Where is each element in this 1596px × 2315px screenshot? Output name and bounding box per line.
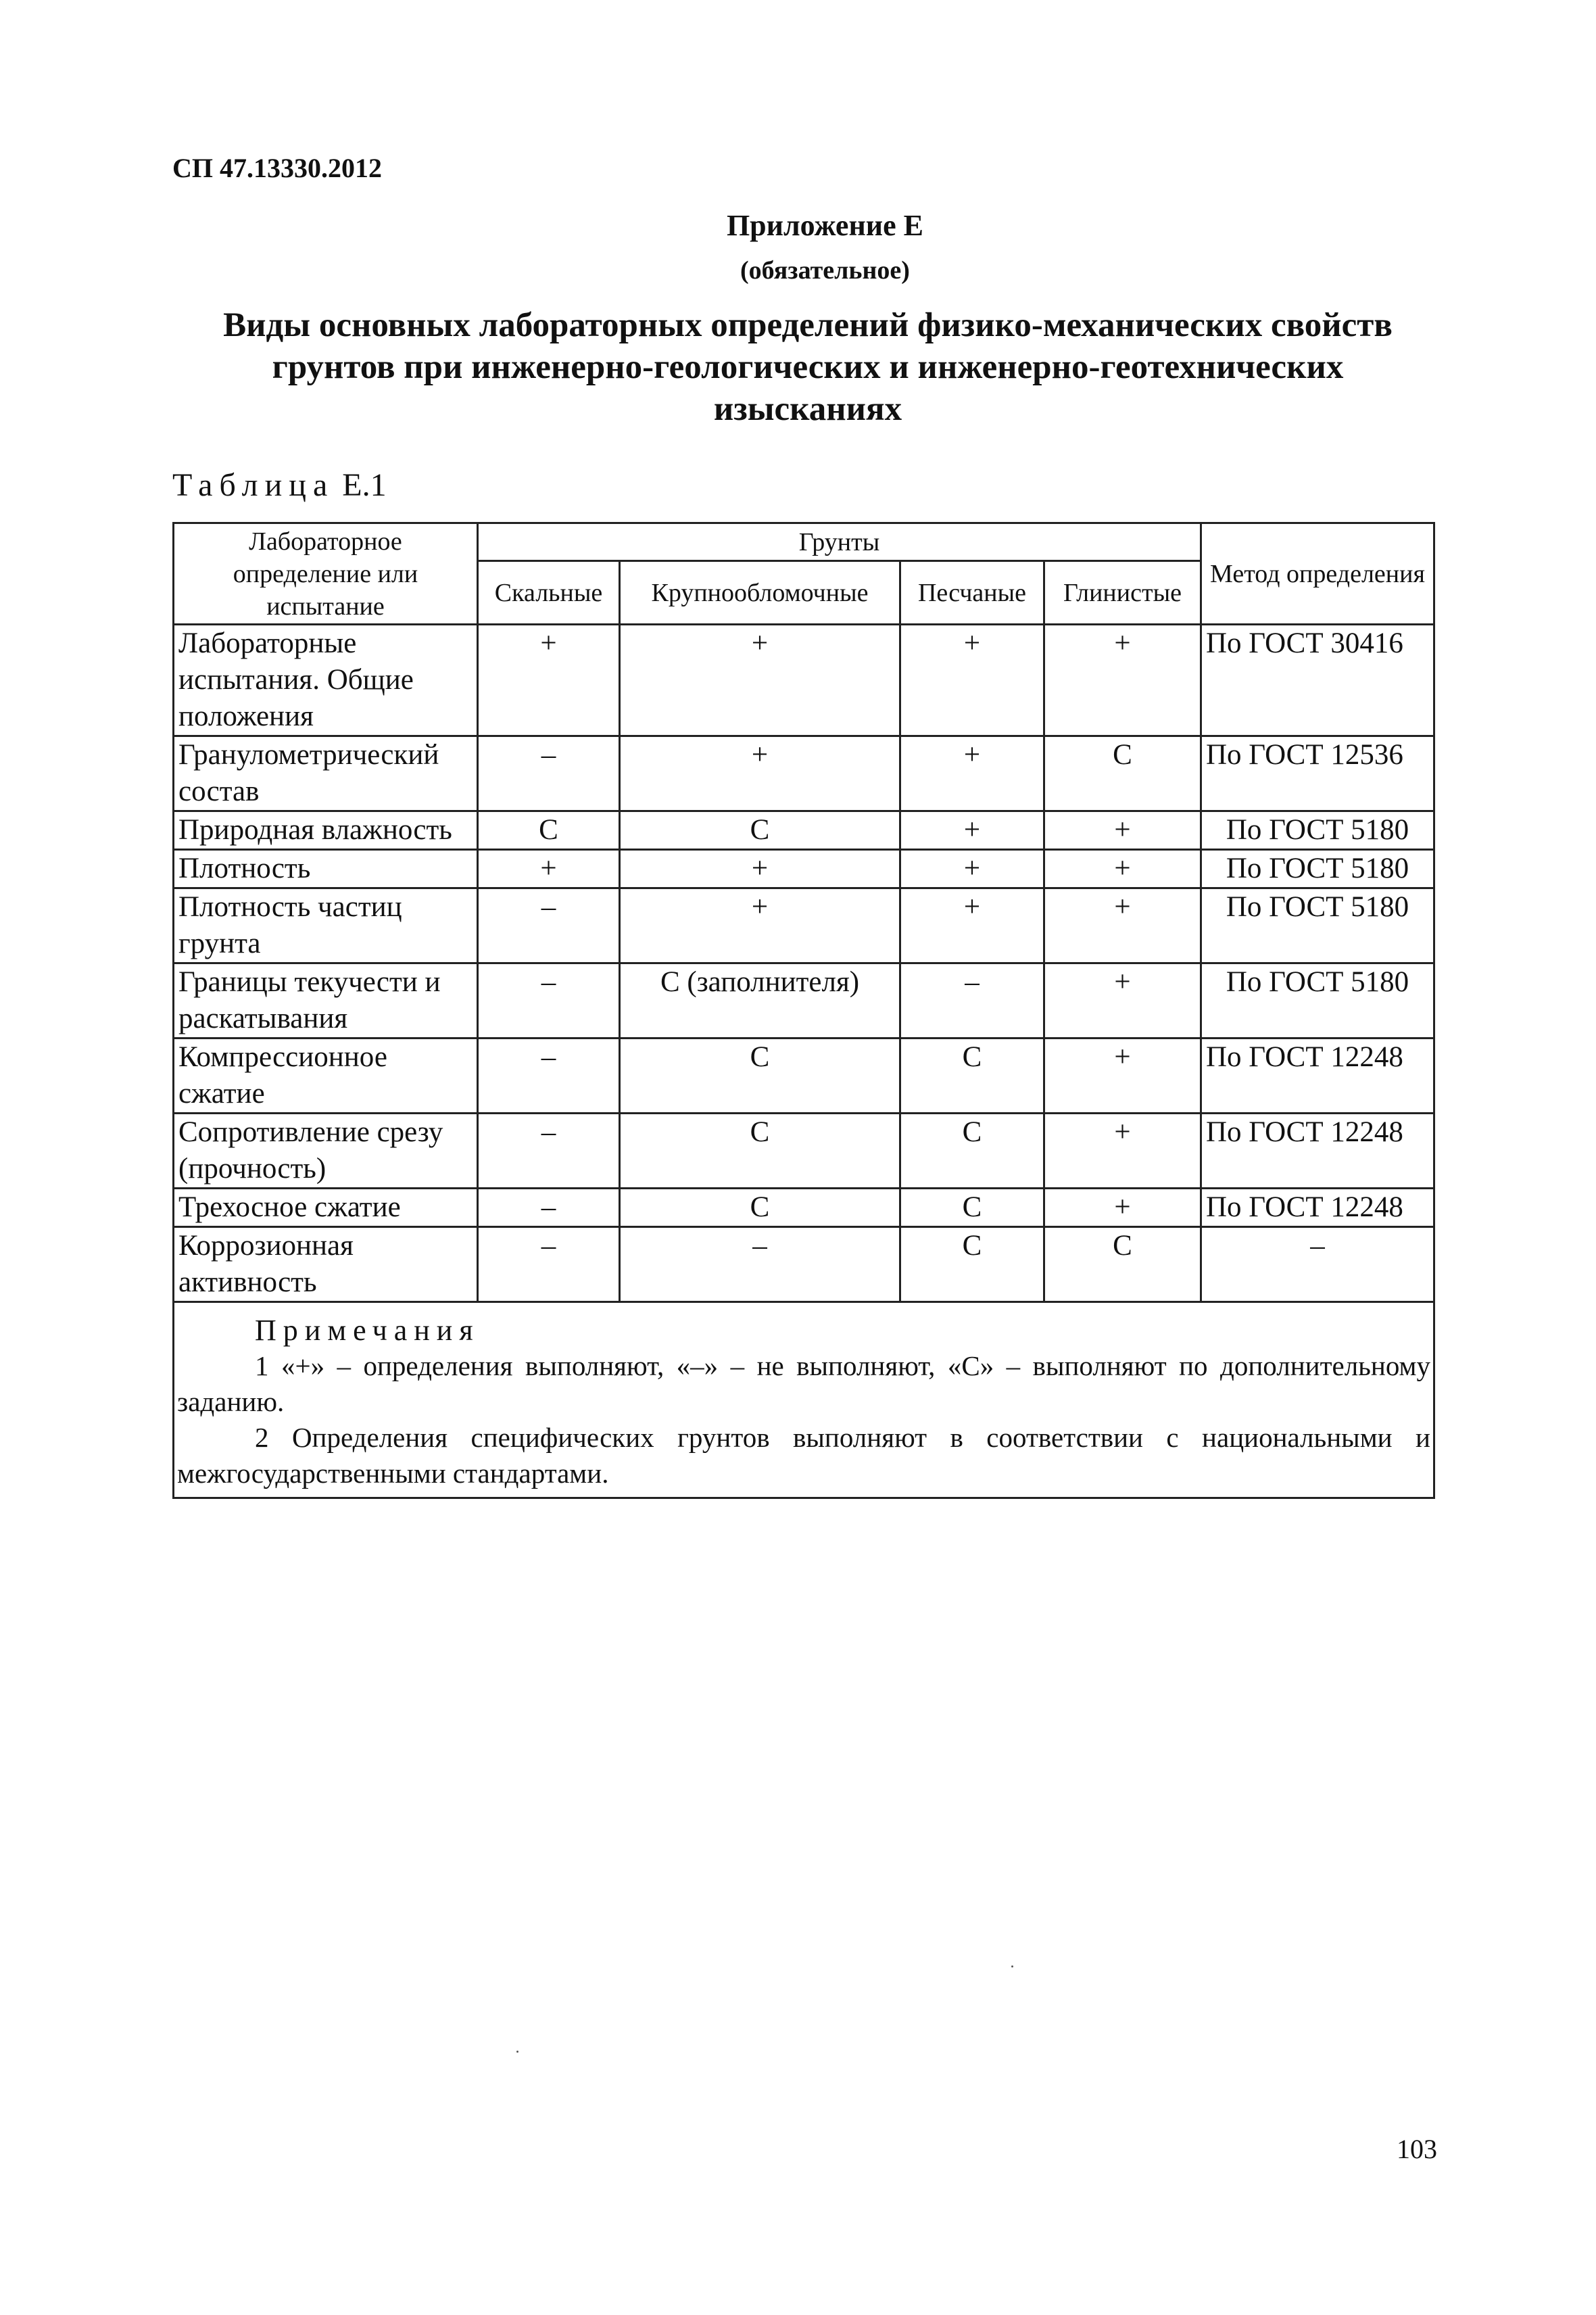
- row-test-name: Гранулометрический состав: [174, 736, 478, 811]
- note-2: 2 Определения специфических грунтов выполняют в соответствии с национальными и межгосударственными стандартами.: [177, 1422, 1430, 1489]
- row-test-name: Природная влажность: [174, 811, 478, 850]
- row-value-rock: –: [478, 1227, 620, 1302]
- row-method: По ГОСТ 5180: [1201, 963, 1434, 1039]
- row-value-coarse: +: [620, 850, 900, 888]
- row-method: –: [1201, 1227, 1434, 1302]
- row-value-sand: С: [900, 1039, 1044, 1114]
- table-row: [174, 850, 1434, 888]
- header-lab-test: Лабораторное определение или испытание: [174, 523, 478, 625]
- row-value-clay: С: [1044, 1227, 1201, 1302]
- header-soil-clay: Глинистые: [1044, 561, 1201, 625]
- header-method: Метод определения: [1201, 523, 1434, 625]
- table-row: [174, 1039, 1434, 1114]
- row-value-coarse: С: [620, 1039, 900, 1114]
- table-row: [174, 736, 1434, 811]
- row-test-name: Компрессионное сжатие: [174, 1039, 478, 1114]
- scan-speck: [516, 2051, 518, 2053]
- document-code: СП 47.13330.2012: [172, 153, 382, 183]
- row-test-name: Границы текучести и раскатывания: [174, 963, 478, 1039]
- row-method: По ГОСТ 5180: [1201, 888, 1434, 963]
- row-value-sand: С: [900, 1114, 1044, 1189]
- lab-tests-table: [172, 522, 1435, 1499]
- notes-row: [174, 1302, 1434, 1498]
- row-method: По ГОСТ 12248: [1201, 1039, 1434, 1114]
- table-container: [172, 522, 1433, 1499]
- row-value-coarse: С: [620, 1189, 900, 1227]
- row-value-clay: +: [1044, 625, 1201, 736]
- row-value-sand: С: [900, 1227, 1044, 1302]
- table-body: [174, 625, 1434, 1498]
- row-value-sand: +: [900, 888, 1044, 963]
- row-value-sand: +: [900, 736, 1044, 811]
- row-test-name: Плотность: [174, 850, 478, 888]
- table-caption-word: Таблица: [172, 467, 335, 503]
- row-value-rock: –: [478, 1039, 620, 1114]
- row-value-rock: С: [478, 811, 620, 850]
- table-row: [174, 625, 1434, 736]
- row-value-coarse: –: [620, 1227, 900, 1302]
- table-caption: [172, 467, 387, 504]
- row-value-coarse: +: [620, 625, 900, 736]
- table-row: [174, 811, 1434, 850]
- row-method: По ГОСТ 12248: [1201, 1114, 1434, 1189]
- row-value-clay: +: [1044, 1189, 1201, 1227]
- appendix-title: Приложение Е: [726, 209, 924, 242]
- row-value-clay: С: [1044, 736, 1201, 811]
- row-value-rock: –: [478, 736, 620, 811]
- row-test-name: Лабораторные испытания. Общие положения: [174, 625, 478, 736]
- appendix-heading-line-3: изысканиях: [713, 390, 902, 428]
- row-method: По ГОСТ 12536: [1201, 736, 1434, 811]
- row-test-name: Трехосное сжатие: [174, 1189, 478, 1227]
- row-value-rock: +: [478, 625, 620, 736]
- row-value-rock: +: [478, 850, 620, 888]
- row-value-clay: +: [1044, 1039, 1201, 1114]
- row-method: По ГОСТ 5180: [1201, 850, 1434, 888]
- notes-heading: Примечания: [255, 1314, 480, 1347]
- table-row: [174, 1114, 1434, 1189]
- row-value-coarse: С: [620, 811, 900, 850]
- row-test-name: Коррозионная активность: [174, 1227, 478, 1302]
- page-number: 103: [1397, 2134, 1437, 2164]
- notes-cell: [174, 1302, 1434, 1498]
- row-value-rock: –: [478, 963, 620, 1039]
- appendix-status: (обязательное): [740, 256, 910, 285]
- row-value-clay: +: [1044, 963, 1201, 1039]
- note-1: 1 «+» – определения выполняют, «–» – не выполняют, «С» – выполняют по дополнительному заданию.: [177, 1350, 1430, 1417]
- row-value-sand: –: [900, 963, 1044, 1039]
- row-value-clay: +: [1044, 811, 1201, 850]
- row-value-rock: –: [478, 1189, 620, 1227]
- appendix-heading-line-2: грунтов при инженерно-геологических и инженерно-геотехнических: [272, 348, 1344, 386]
- row-value-coarse: +: [620, 736, 900, 811]
- row-value-sand: С: [900, 1189, 1044, 1227]
- table-row: [174, 1189, 1434, 1227]
- header-soil-rock: Скальные: [478, 561, 620, 625]
- row-value-sand: +: [900, 850, 1044, 888]
- scan-speck: [1011, 1965, 1013, 1967]
- row-value-coarse: С: [620, 1114, 900, 1189]
- row-value-rock: –: [478, 888, 620, 963]
- row-value-clay: +: [1044, 850, 1201, 888]
- row-value-sand: +: [900, 625, 1044, 736]
- row-value-clay: +: [1044, 1114, 1201, 1189]
- table-row: [174, 1227, 1434, 1302]
- header-soils-group: Грунты: [478, 523, 1201, 561]
- table-caption-number: Е.1: [342, 467, 387, 503]
- row-value-coarse: +: [620, 888, 900, 963]
- appendix-heading: [155, 304, 1460, 430]
- header-row-1: [174, 523, 1434, 561]
- appendix-heading-line-1: Виды основных лабораторных определений физико-механических свойств: [223, 306, 1393, 344]
- row-value-rock: –: [478, 1114, 620, 1189]
- table-row: [174, 963, 1434, 1039]
- row-method: По ГОСТ 12248: [1201, 1189, 1434, 1227]
- row-method: По ГОСТ 30416: [1201, 625, 1434, 736]
- table-row: [174, 888, 1434, 963]
- row-method: По ГОСТ 5180: [1201, 811, 1434, 850]
- row-test-name: Плотность частиц грунта: [174, 888, 478, 963]
- row-value-coarse: С (заполнителя): [620, 963, 900, 1039]
- row-value-clay: +: [1044, 888, 1201, 963]
- header-soil-coarse: Крупнообломочные: [620, 561, 900, 625]
- row-test-name: Сопротивление срезу (прочность): [174, 1114, 478, 1189]
- header-soil-sand: Песчаные: [900, 561, 1044, 625]
- row-value-sand: +: [900, 811, 1044, 850]
